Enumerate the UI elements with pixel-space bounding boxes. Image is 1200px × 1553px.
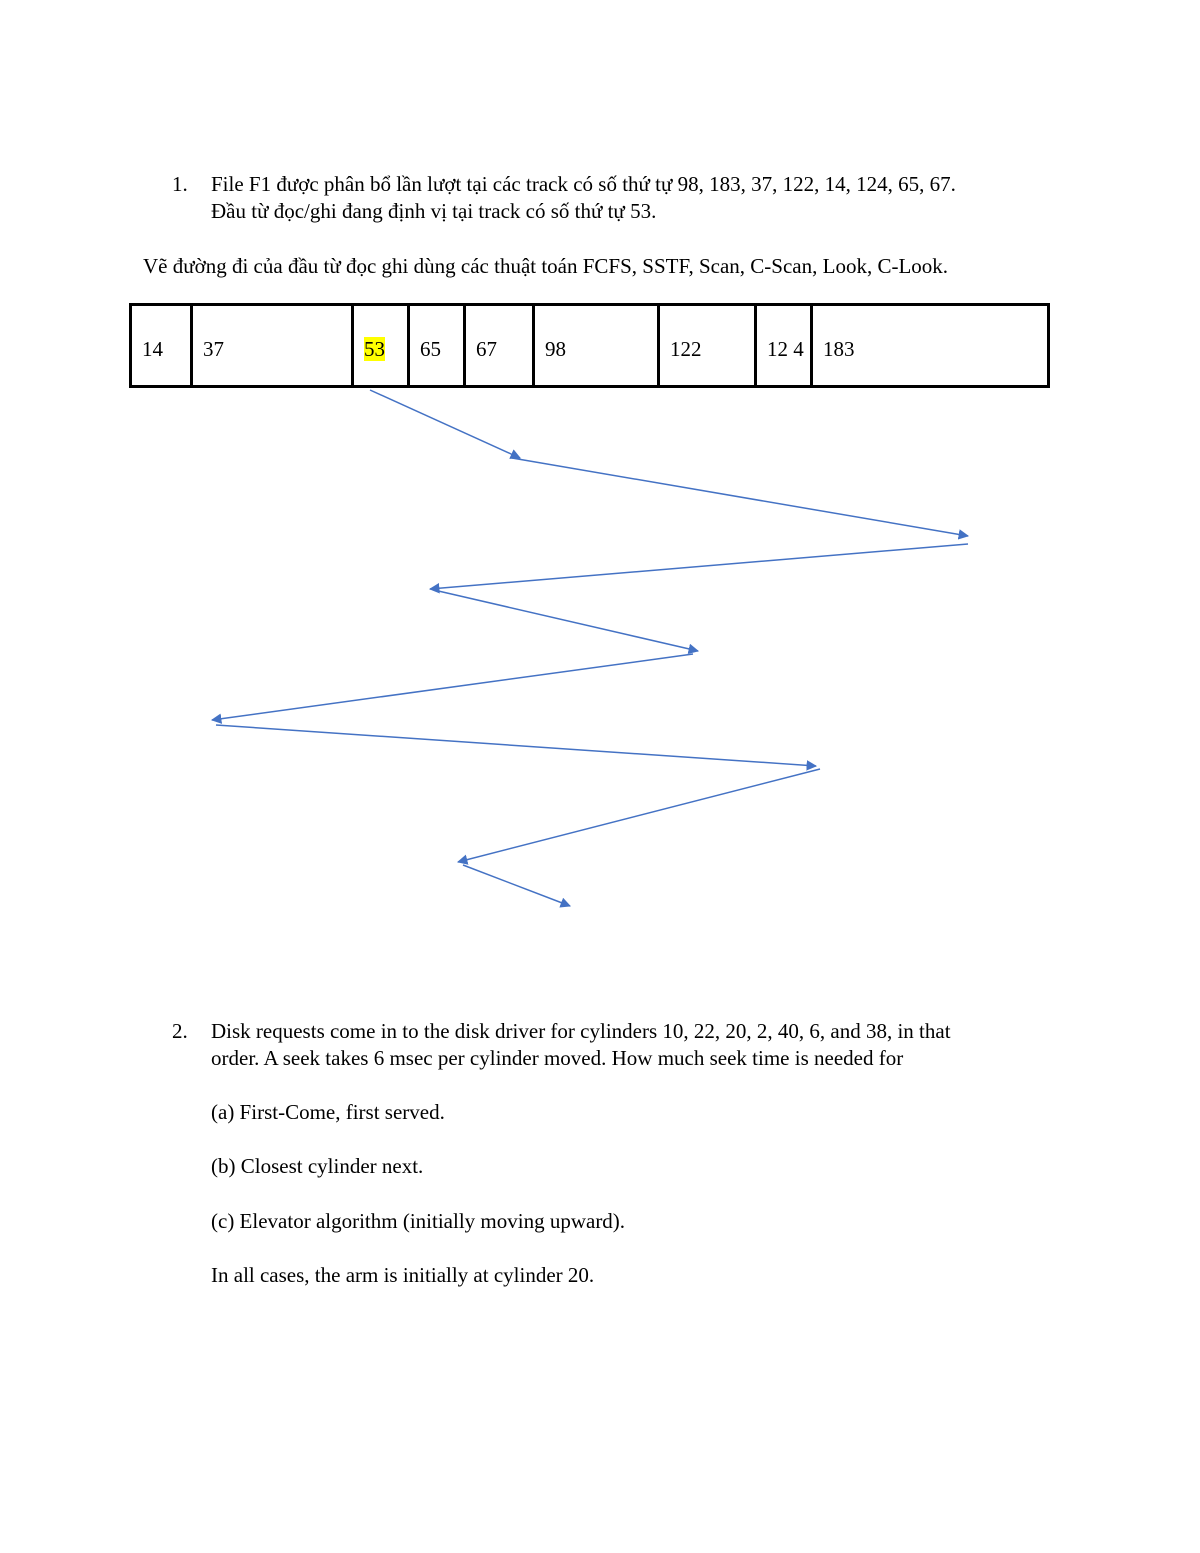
- initial-condition-note: In all cases, the arm is initially at cylinder 20.: [211, 1263, 595, 1287]
- path-arrow-7: [458, 769, 820, 862]
- track-cell: 67: [465, 305, 534, 387]
- question-1-line-2: Đầu từ đọc/ghi đang định vị tại track có số thứ tự 53.: [211, 199, 657, 223]
- track-cell: 98: [534, 305, 659, 387]
- path-arrow-6: [216, 725, 816, 766]
- question-2-number: 2.: [172, 1019, 188, 1043]
- path-arrow-2: [512, 458, 968, 536]
- track-cell: 37: [192, 305, 353, 387]
- question-1-line-1: File F1 được phân bổ lần lượt tại các track có số thứ tự 98, 183, 37, 122, 14, 124, 65, 67.: [211, 172, 956, 196]
- option-a: (a) First-Come, first served.: [211, 1100, 445, 1124]
- question-1-number: 1.: [172, 172, 188, 196]
- path-arrow-8: [463, 865, 570, 906]
- path-arrow-3: [430, 544, 968, 589]
- path-arrow-5: [212, 654, 693, 720]
- question-1-instruction: Vẽ đường đi của đầu từ đọc ghi dùng các thuật toán FCFS, SSTF, Scan, C-Scan, Look, C-Look.: [143, 254, 949, 278]
- option-c: (c) Elevator algorithm (initially moving upward).: [211, 1209, 626, 1233]
- path-arrow-1: [370, 390, 520, 458]
- current-track-highlight: 53: [364, 337, 385, 361]
- track-cell: 12 4: [756, 305, 812, 387]
- path-arrow-4: [434, 590, 698, 651]
- track-cell: 14: [131, 305, 192, 387]
- question-2-text: [211, 1018, 1071, 1072]
- track-cell: 65: [409, 305, 465, 387]
- question-2-line-1: Disk requests come in to the disk driver for cylinders 10, 22, 20, 2, 40, 6, and 38, in that: [211, 1019, 951, 1043]
- track-cell: 122: [659, 305, 756, 387]
- track-cell: 183: [812, 305, 1049, 387]
- option-b: (b) Closest cylinder next.: [211, 1154, 424, 1178]
- question-2-line-2: order. A seek takes 6 msec per cylinder moved. How much seek time is needed for: [211, 1046, 904, 1070]
